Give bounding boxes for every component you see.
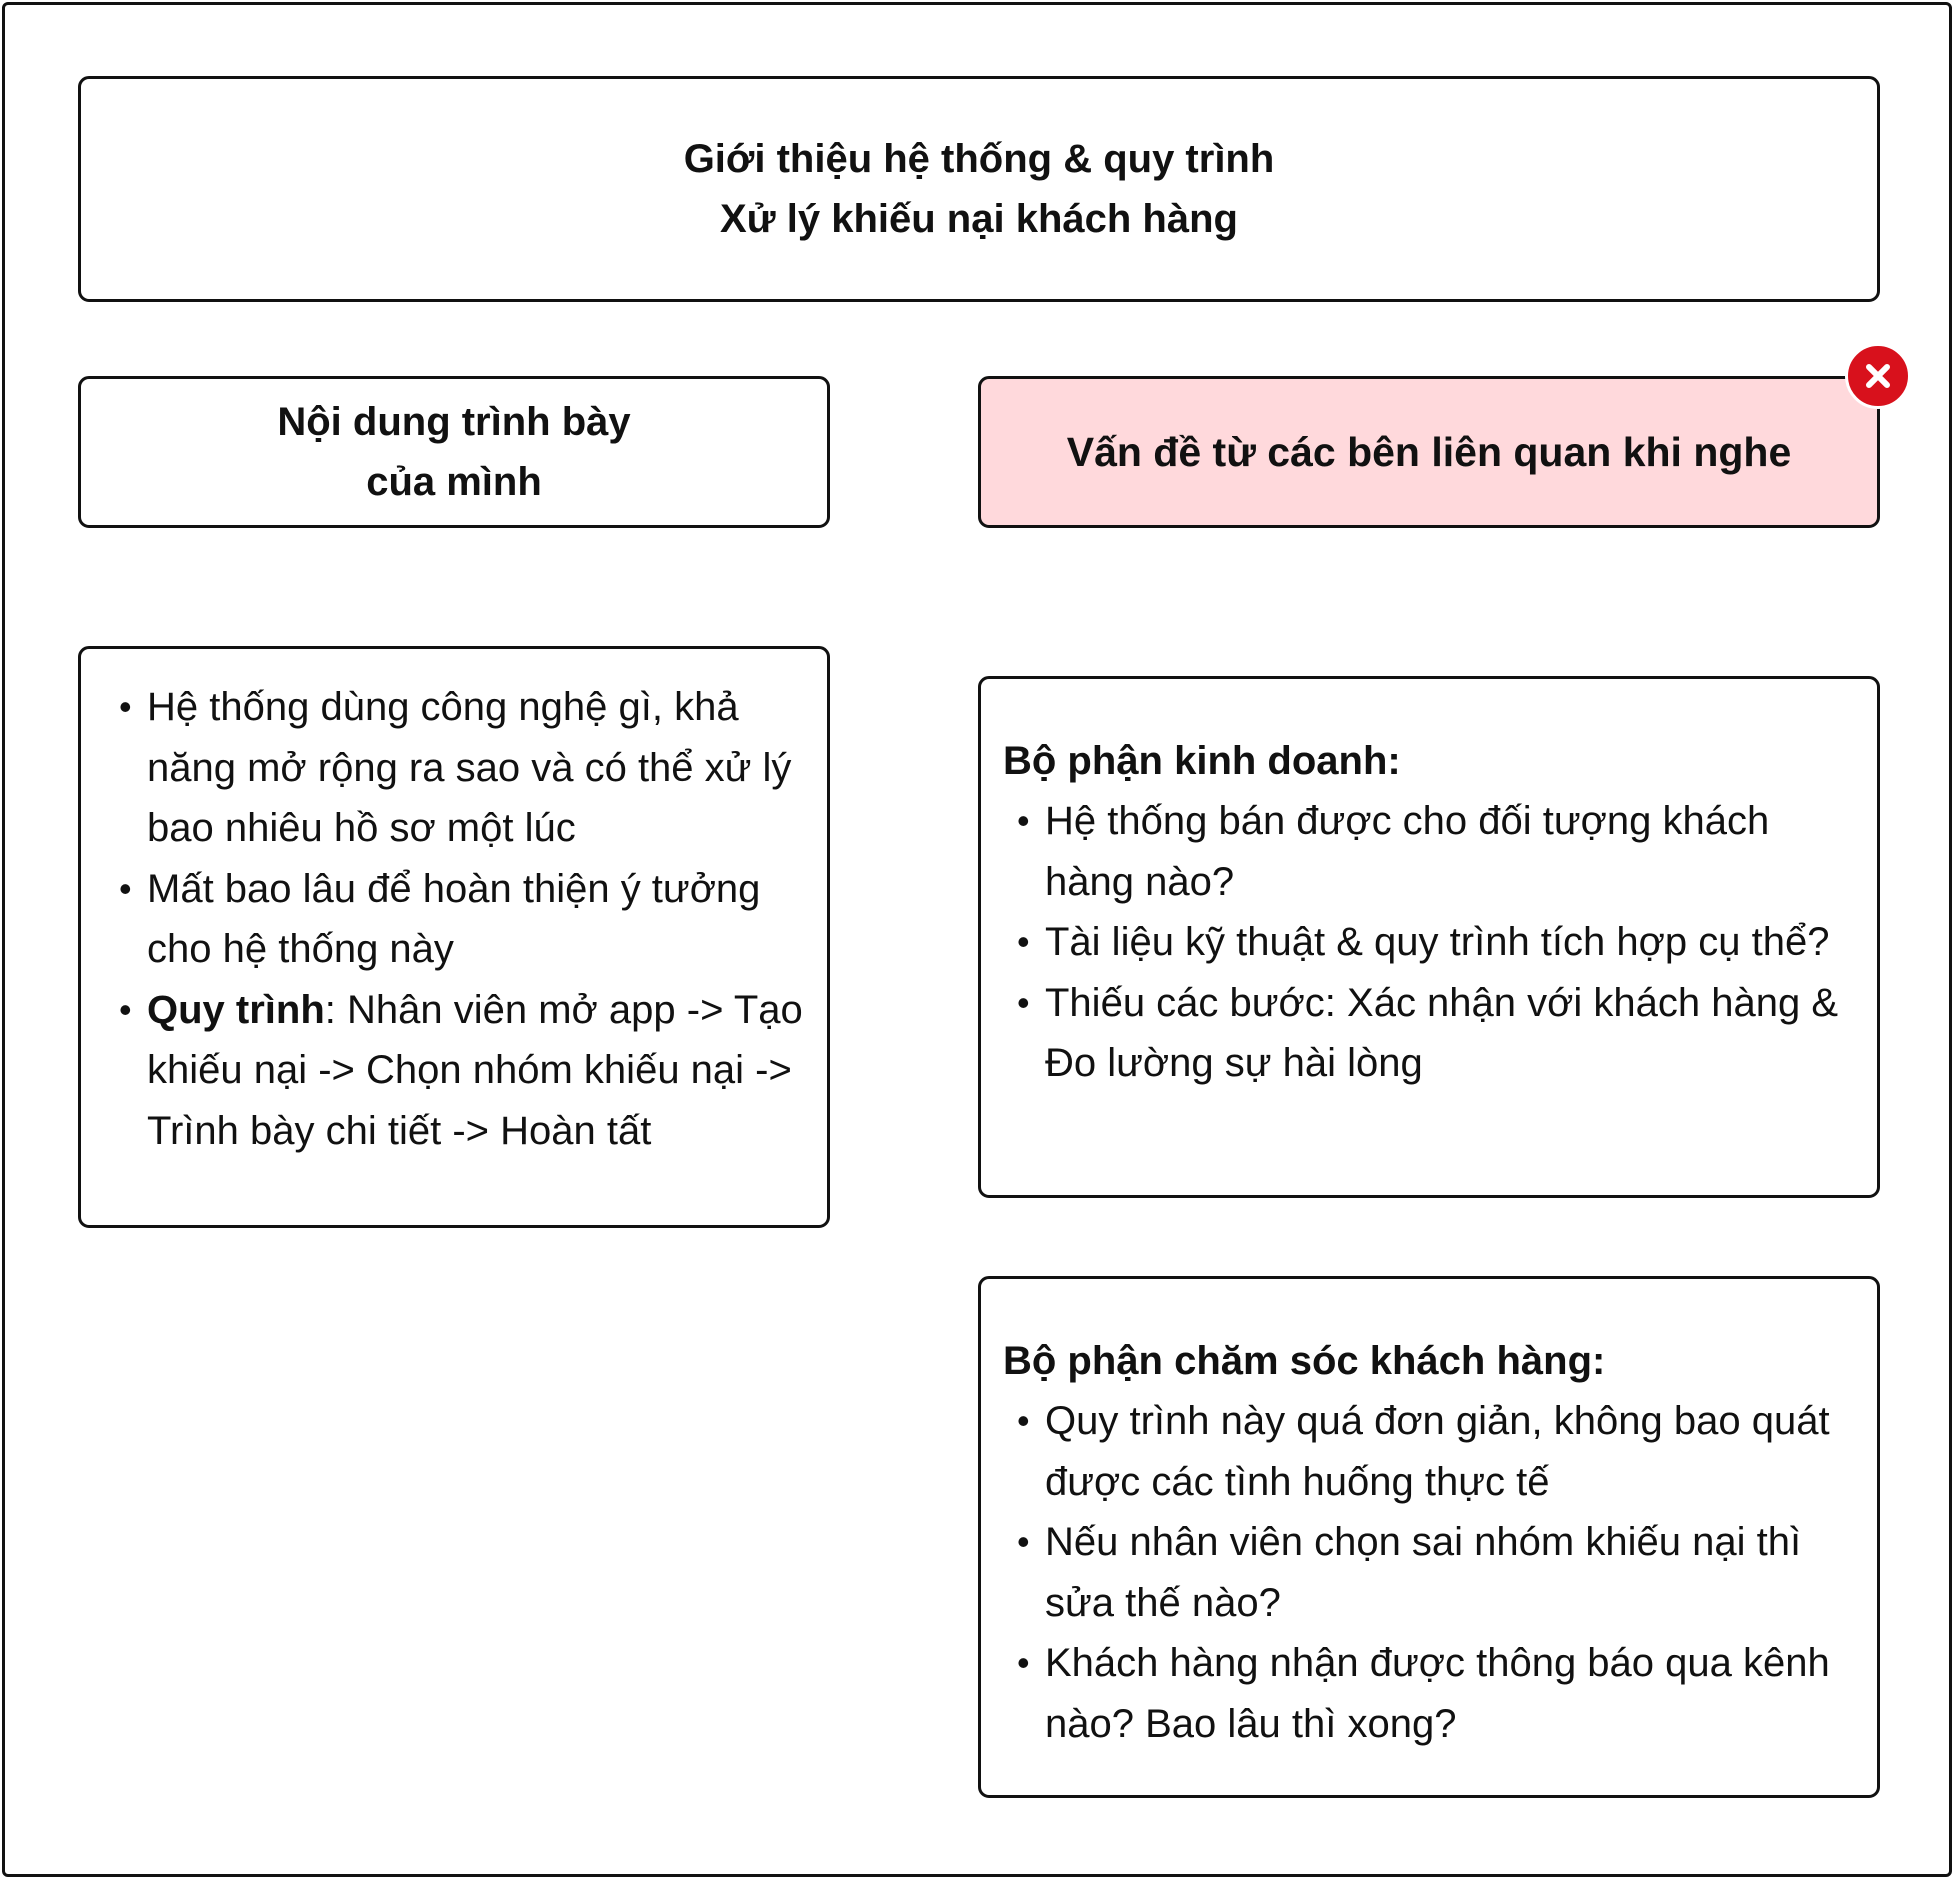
close-icon[interactable] bbox=[1845, 343, 1911, 409]
presentation-points-list bbox=[111, 677, 807, 1161]
presentation-header-line-2: của mình bbox=[366, 460, 542, 504]
customer-care-box bbox=[978, 1276, 1880, 1798]
customer-care-issues-list bbox=[1003, 1391, 1857, 1754]
list-item: • Hệ thống dùng công nghệ gì, khả năng mở rộng ra sao và có thể xử lý bao nhiêu hồ sơ một lúc bbox=[147, 677, 807, 859]
presentation-points-box bbox=[78, 646, 830, 1228]
close-x-glyph bbox=[1864, 362, 1892, 390]
list-item: • Tài liệu kỹ thuật & quy trình tích hợp cụ thể? bbox=[1045, 912, 1857, 973]
sales-issues-list bbox=[1003, 791, 1857, 1094]
list-item: • Quy trình này quá đơn giản, không bao quát được các tình huống thực tế bbox=[1045, 1391, 1857, 1512]
presentation-header-box bbox=[78, 376, 830, 528]
list-item: • Mất bao lâu để hoàn thiện ý tưởng cho hệ thống này bbox=[147, 859, 807, 980]
title-line-1: Giới thiệu hệ thống & quy trình bbox=[683, 137, 1275, 181]
title-line-2: Xử lý khiếu nại khách hàng bbox=[719, 197, 1238, 241]
list-item: • Nếu nhân viên chọn sai nhóm khiếu nại thì sửa thế nào? bbox=[1045, 1512, 1857, 1633]
list-item bbox=[147, 980, 807, 1162]
list-item: • Thiếu các bước: Xác nhận với khách hàng & Đo lường sự hài lòng bbox=[1045, 973, 1857, 1094]
sales-heading: Bộ phận kinh doanh: bbox=[1003, 739, 1401, 783]
process-label: Quy trình bbox=[147, 987, 325, 1032]
list-item: • Khách hàng nhận được thông báo qua kênh nào? Bao lâu thì xong? bbox=[1045, 1633, 1857, 1754]
process-steps: : Nhân viên mở app -> Tạo khiếu nại -> Chọn nhóm khiếu nại -> Trình bày chi tiết -> Hoàn tất bbox=[147, 987, 803, 1153]
title-box bbox=[78, 76, 1880, 302]
customer-care-heading: Bộ phận chăm sóc khách hàng: bbox=[1003, 1339, 1606, 1383]
presentation-header-line-1: Nội dung trình bày bbox=[277, 400, 631, 444]
sales-department-box bbox=[978, 676, 1880, 1198]
stakeholder-issues-header-box[interactable] bbox=[978, 376, 1880, 528]
list-item: • Hệ thống bán được cho đối tượng khách hàng nào? bbox=[1045, 791, 1857, 912]
stakeholder-issues-header-label: Vấn đề từ các bên liên quan khi nghe bbox=[1066, 429, 1792, 475]
